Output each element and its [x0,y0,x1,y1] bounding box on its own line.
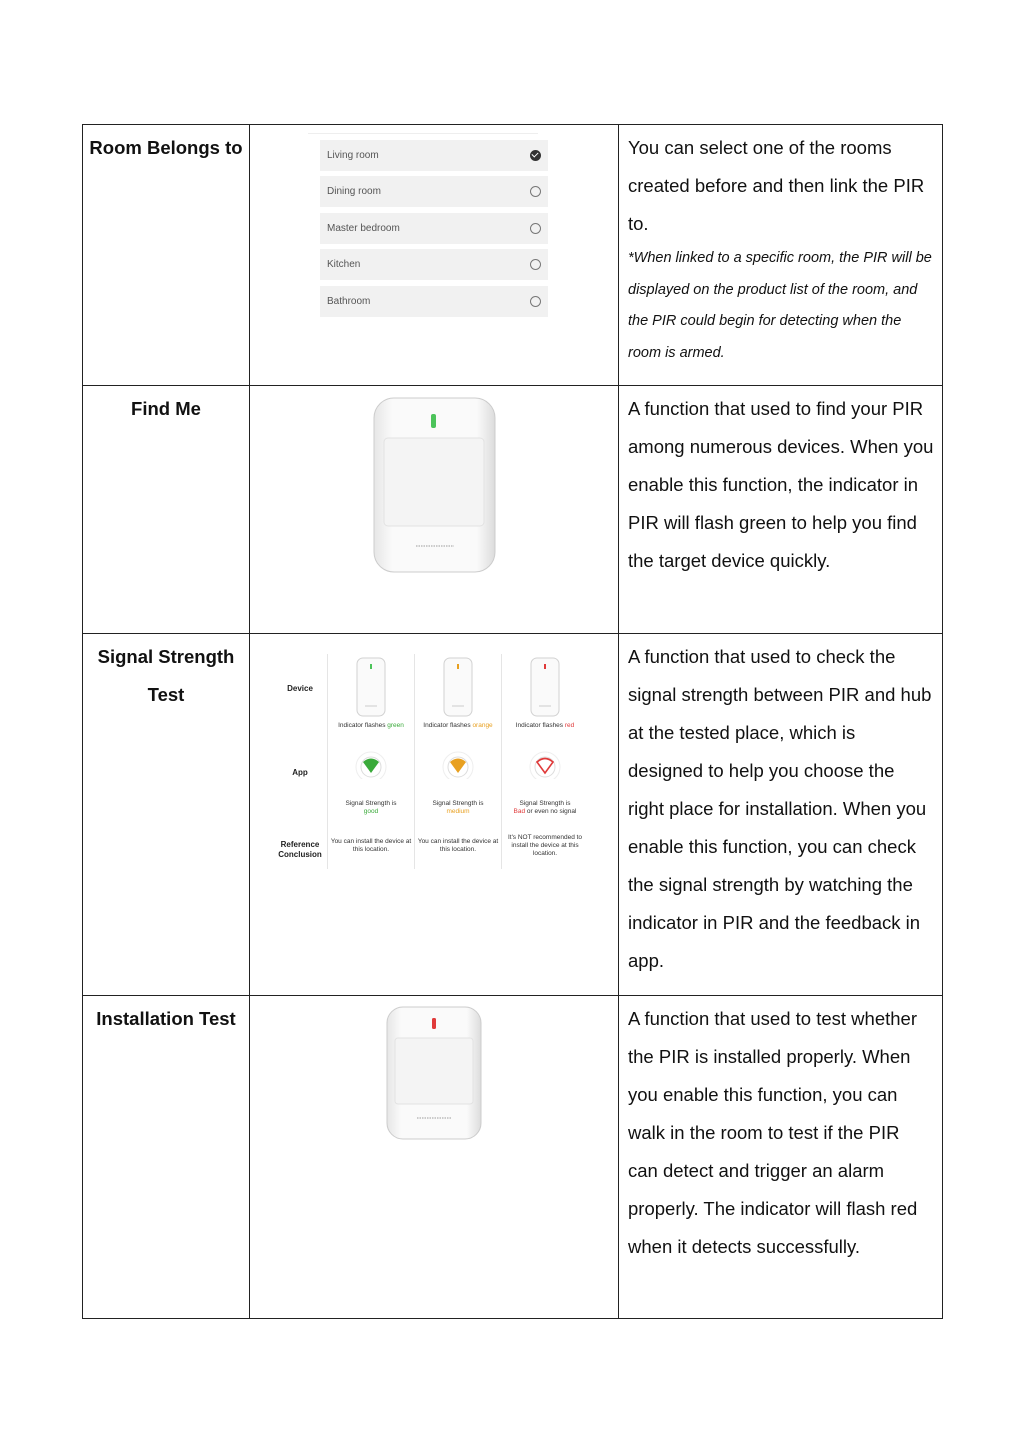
pir-red-image [250,996,619,1319]
signal-column-orange [414,654,501,869]
strength-caption: Signal Strength is good [345,800,397,815]
checked-radio-icon [530,150,541,161]
room-name: Master bedroom [327,222,400,234]
table-row [83,125,943,386]
reference-row-label: Reference Conclusion [278,840,322,859]
signal-column-red [501,654,588,869]
room-option [320,140,548,171]
feature-table [82,124,943,1319]
pir-sensor-icon [415,654,501,779]
pir-sensor-icon [250,386,619,634]
signal-column-green [327,654,414,869]
row-label: Installation Test [83,996,250,1319]
conclusion-caption: You can install the device at this location. [330,838,412,853]
pir-green-image [250,386,619,634]
room-list [320,133,548,317]
radio-icon [530,186,541,197]
row-description: A function that used to find your PIR among numerous devices. When you enable this function, the indicator in PIR will flash green to help you find the target device quickly. [619,386,943,634]
device-row-label: Device [287,684,313,693]
radio-icon [530,296,541,307]
strength-caption: Signal Strength is medium [432,800,484,815]
table-row [83,634,943,996]
strength-caption: Signal Strength is Bad or even no signal [513,800,577,815]
table-row [83,996,943,1319]
room-option [320,249,548,280]
room-name: Kitchen [327,259,361,270]
radio-icon [530,223,541,234]
indicator-caption: Indicator flashes green [338,722,404,729]
indicator-caption: Indicator flashes orange [423,722,493,729]
conclusion-caption: It's NOT recommended to install the device at this location. [507,834,583,857]
conclusion-caption: You can install the device at this location. [417,838,499,853]
row-description: A function that used to check the signal strength between PIR and hub at the tested place, which is designed to help you choose the right place for installation. When you enable this function, you can check the signal strength by watching the indicator in PIR and the feedback in app. [619,634,943,996]
pir-sensor-icon [328,654,414,779]
signal-strength-grid [274,654,594,869]
signal-strength-image [250,634,619,996]
row-label: Room Belongs to [83,125,250,386]
room-list-image [250,125,619,386]
app-row-label: App [292,768,308,777]
indicator-caption: Indicator flashes red [515,722,575,729]
red-indicator [432,1018,436,1029]
row-label: Find Me [83,386,250,634]
room-name: Living room [327,149,379,161]
table-row [83,386,943,634]
pir-sensor-icon [502,654,588,779]
green-indicator [431,414,436,428]
radio-icon [530,259,541,270]
row-description: A function that used to test whether the PIR is installed properly. When you enable this function, you can walk in the room to test if the PIR can detect and trigger an alarm properly. The indicator will flash red when it detects successfully. [619,996,943,1319]
pir-sensor-icon [250,996,619,1319]
row-description [619,125,943,386]
room-option [320,213,548,244]
room-name: Bathroom [327,295,371,307]
description-text: You can select one of the rooms created before and then link the PIR to. [628,137,925,234]
room-name: Dining room [327,186,381,197]
room-option [320,286,548,317]
room-option [320,176,548,207]
description-note: *When linked to a specific room, the PIR will be displayed on the product list of the room, and the PIR could begin for detecting when the room is armed. [628,250,932,361]
row-label: Signal Strength Test [83,634,250,996]
